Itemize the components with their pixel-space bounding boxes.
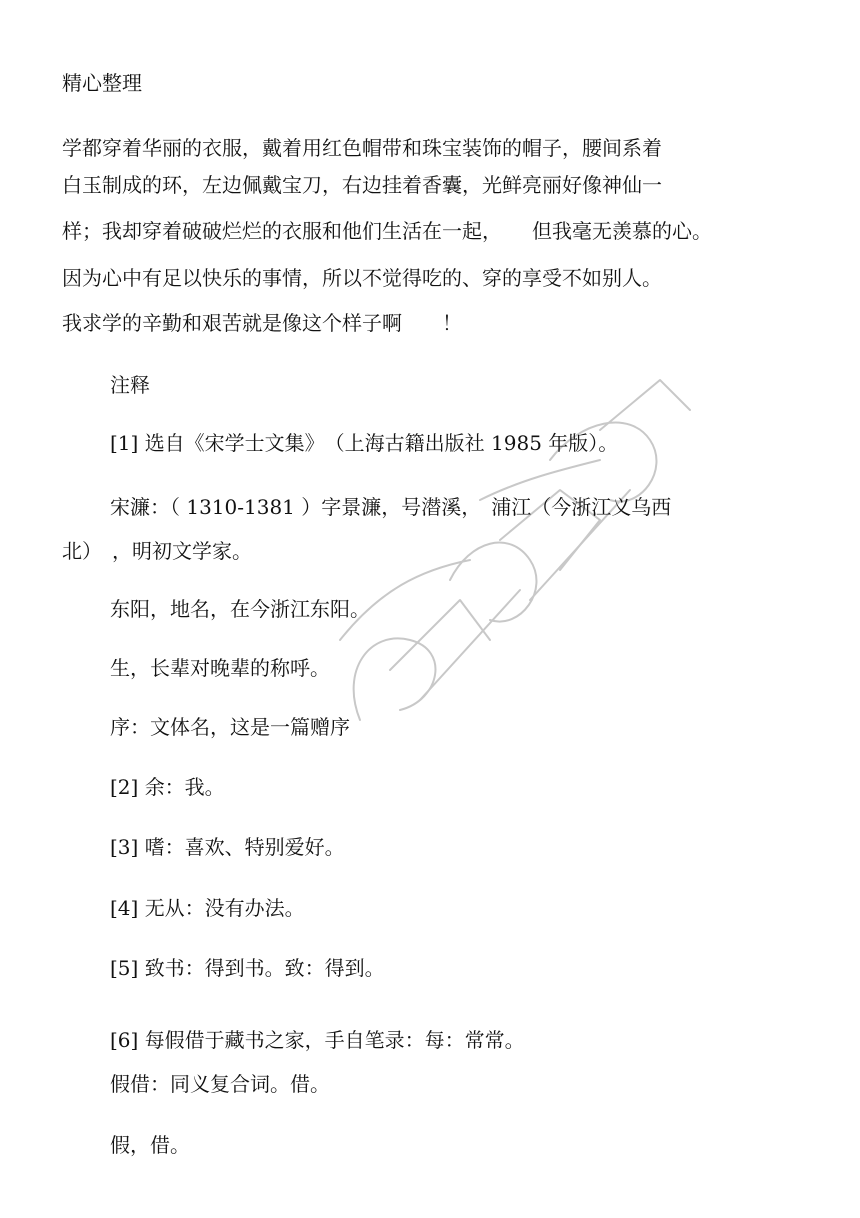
body-line-3: 样；我却穿着破破烂烂的衣服和他们生活在一起， 但我毫无羡慕的心。 <box>62 219 712 243</box>
note-item-3: 北） ，明初文学家。 <box>62 539 252 563</box>
note-item-2: 宋濂：（ 1310-1381 ）字景濂，号潜溪， 浦江（今浙江义乌西 <box>110 495 672 519</box>
note-item-9: [4] 无从：没有办法。 <box>110 896 305 920</box>
body-line-4: 因为心中有足以快乐的事情，所以不觉得吃的、穿的享受不如别人。 <box>62 266 662 290</box>
note-item-5: 生，长辈对晚辈的称呼。 <box>110 656 330 680</box>
body-line-1: 学都穿着华丽的衣服，戴着用红色帽带和珠宝装饰的帽子，腰间系着 <box>62 136 662 160</box>
note-item-1: [1] 选自《宋学士文集》 （上海古籍出版社 1985 年版）。 <box>110 431 619 455</box>
note-item-8: [3] 嗜：喜欢、特别爱好。 <box>110 835 345 859</box>
note-item-13: 假，借。 <box>110 1133 190 1157</box>
body-line-2: 白玉制成的环，左边佩戴宝刀，右边挂着香囊，光鲜亮丽好像神仙一 <box>62 173 662 197</box>
note-item-4: 东阳，地名，在今浙江东阳。 <box>110 597 370 621</box>
note-item-10: [5] 致书：得到书。致：得到。 <box>110 956 385 980</box>
page-title: 精心整理 <box>62 71 142 95</box>
note-item-12: 假借：同义复合词。借。 <box>110 1072 330 1096</box>
note-item-7: [2] 余：我。 <box>110 775 225 799</box>
notes-heading: 注释 <box>110 373 150 397</box>
body-line-5: 我求学的辛勤和艰苦就是像这个样子啊 ！ <box>62 311 462 335</box>
note-item-11: [6] 每假借于藏书之家，手自笔录：每：常常。 <box>110 1028 525 1052</box>
note-item-6: 序：文体名，这是一篇赠序 <box>110 715 350 739</box>
watermark-graphic <box>300 340 720 760</box>
